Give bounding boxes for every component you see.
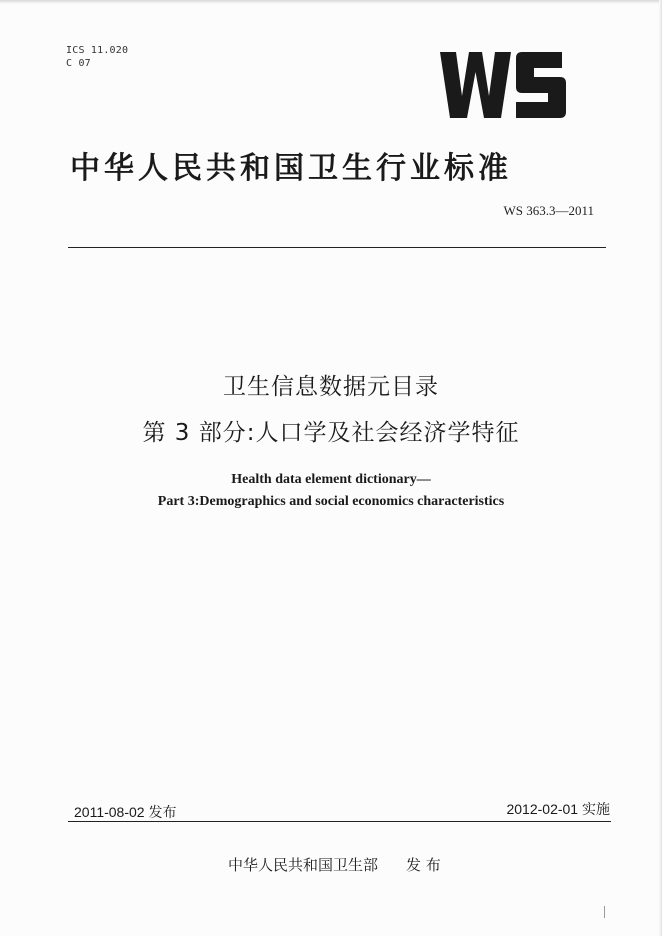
- classification-codes: [66, 44, 128, 70]
- document-title-cn-line1: 卫生信息数据元目录: [223, 374, 439, 400]
- footer-divider: [68, 821, 611, 822]
- document-title-cn-line2: 第 3 部分:人口学及社会经济学特征: [142, 420, 520, 446]
- ws-logo-graphic: [440, 50, 568, 120]
- standard-number: WS 363.3—2011: [503, 203, 594, 218]
- issue-date: 2011-08-02 发布: [74, 804, 177, 820]
- header-divider: [68, 247, 606, 248]
- issuer-action: 发 布: [406, 856, 441, 874]
- document-title-en-line1: Health data element dictionary—: [231, 472, 431, 487]
- ics-code: ICS 11.020: [66, 45, 129, 56]
- implementation-date: 2012-02-01 实施: [506, 801, 610, 817]
- scan-mark: [604, 906, 605, 918]
- scan-edge-top: [0, 0, 662, 4]
- ccs-code: C 07: [66, 58, 91, 69]
- issuer-name: 中华人民共和国卫生部: [228, 856, 379, 874]
- issuing-authority: [228, 854, 441, 875]
- ws-logo: [440, 50, 568, 120]
- standard-category-title: 中华人民共和国卫生行业标准: [70, 151, 512, 186]
- document-title-en-line2: Part 3:Demographics and social economics characteristics: [157, 494, 505, 509]
